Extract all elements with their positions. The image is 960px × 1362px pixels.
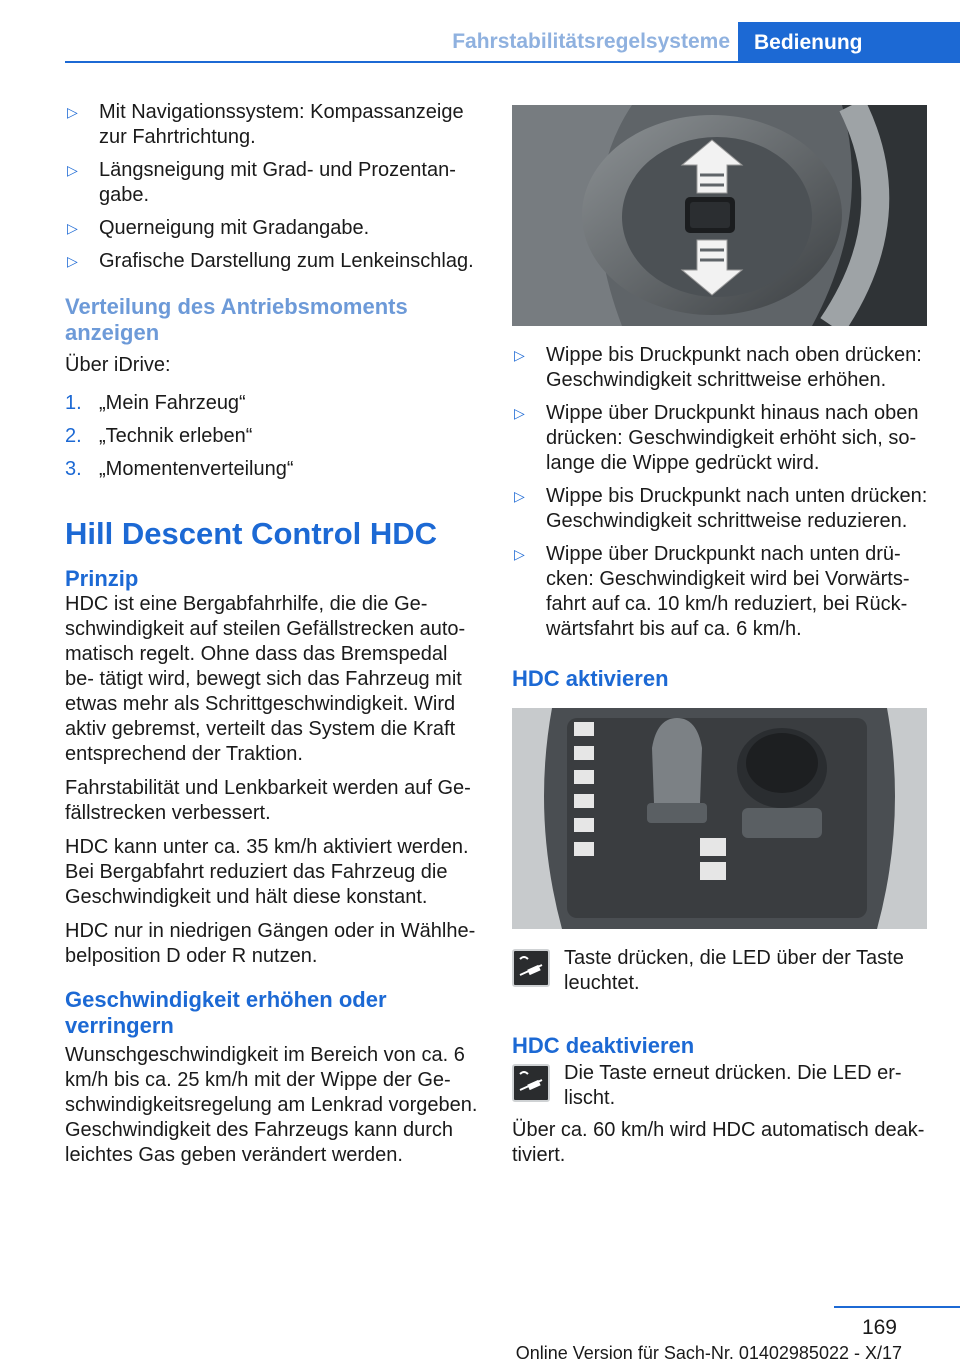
throttle-paragraph: Geschwindigkeit des Fahrzeugs kann durch leichtes Gas geben verändert werden.	[65, 1119, 453, 1166]
header-rule	[65, 61, 738, 63]
list-item: ▷ Wippe bis Druckpunkt nach oben drücken: Geschwindigkeit schrittweise erhöhen.	[514, 344, 922, 391]
activate-heading: HDC aktivieren	[512, 666, 669, 691]
steering-rocker-illustration	[512, 105, 927, 326]
page-number: 169	[861, 1316, 897, 1339]
hdc-button-icon	[512, 949, 550, 987]
gear-paragraph: HDC nur in niedrigen Gängen oder in Wählhe‐ belposition D oder R nutzen.	[65, 920, 476, 967]
triangle-bullet-icon: ▷	[514, 488, 525, 504]
idrive-steps	[65, 391, 480, 482]
center-console-image	[512, 708, 927, 929]
list-item: ▷ Wippe bis Druckpunkt nach unten drücken: Geschwindigkeit schrittweise reduzieren.	[514, 485, 928, 532]
list-item: ▷ Grafische Darstellung zum Lenkeinschlag.	[67, 250, 474, 272]
triangle-bullet-icon: ▷	[514, 405, 525, 421]
triangle-bullet-icon: ▷	[67, 104, 78, 120]
online-version-note: Online Version für Sach-Nr. 01402985022 - X/17	[515, 1343, 902, 1362]
idrive-intro: Über iDrive:	[65, 354, 171, 376]
display-bullet-list	[65, 100, 480, 274]
rocker-bullet-list	[512, 343, 930, 642]
list-item: ▷ Querneigung mit Gradangabe.	[67, 217, 370, 239]
list-item: ▷ Längsneigung mit Grad- und Prozentan‐ gabe.	[67, 159, 456, 206]
stability-paragraph: Fahrstabilität und Lenkbarkeit werden auf Ge‐ fällstrecken verbessert.	[65, 777, 471, 824]
triangle-bullet-icon: ▷	[514, 546, 525, 562]
deactivate-row	[512, 1061, 930, 1111]
hdc-title: Hill Descent Control HDC	[65, 516, 438, 551]
activate-row	[512, 946, 930, 996]
principle-paragraph: HDC ist eine Bergabfahrhilfe, die die Ge‐ schwindigkeit auf steilen Gefällstrecken auto‐ matisch regelt. Ohne dass das Bremspedal be‐ tätigt wird, bewegt sich das Fahrzeug mit etwas mehr als Schrittgeschwindigkeit. Wird aktiv gebremst, verteilt das System die Kraft entsprechend der Traktion.	[65, 593, 466, 765]
prinzip-heading: Prinzip	[65, 566, 139, 591]
triangle-bullet-icon: ▷	[67, 220, 78, 236]
steering-rocker-image	[512, 105, 927, 326]
right-column	[512, 105, 930, 1168]
left-column	[65, 100, 480, 1168]
activation-speed-paragraph: HDC kann unter ca. 35 km/h aktiviert werden. Bei Bergabfahrt reduziert das Fahrzeug die Geschwindigkeit und hält diese konstant.	[65, 836, 469, 908]
activate-text: Taste drücken, die LED über der Taste leuchtet.	[564, 947, 904, 994]
list-item: 1. „Mein Fahrzeug“	[65, 392, 246, 414]
list-item: ▷ Mit Navigationssystem: Kompassanzeige zur Fahrtrichtung.	[67, 101, 464, 148]
triangle-bullet-icon: ▷	[67, 253, 78, 269]
center-console-illustration	[512, 708, 927, 929]
hdc-button-icon	[512, 1064, 550, 1102]
triangle-bullet-icon: ▷	[67, 162, 78, 178]
triangle-bullet-icon: ▷	[514, 347, 525, 363]
torque-heading: Verteilung des Antriebsmoments anzeigen	[65, 294, 408, 345]
deactivate-heading: HDC deaktivieren	[512, 1033, 695, 1058]
list-item: ▷ Wippe über Druckpunkt nach unten drü‐ cken: Geschwindigkeit wird bei Vorwärts‐ fahrt auf ca. 10 km/h reduziert, bei Rück‐ wärtsfahrt bis auf ca. 6 km/h.	[514, 543, 910, 640]
list-item: ▷ Wippe über Druckpunkt hinaus nach oben drücken: Geschwindigkeit erhöht sich, so‐ lange die Wippe gedrückt wird.	[514, 402, 919, 474]
section-title: Fahrstabilitätsregelsysteme	[452, 30, 730, 53]
list-item: 2. „Technik erleben“	[65, 425, 253, 447]
speed-heading: Geschwindigkeit erhöhen oder verringern	[65, 987, 387, 1038]
chapter-tab: Bedienung	[738, 22, 960, 63]
footer-rule	[834, 1306, 960, 1308]
auto-deactivate-text: Über ca. 60 km/h wird HDC automatisch deak‐ tiviert.	[512, 1119, 925, 1166]
list-item: 3. „Momentenverteilung“	[65, 458, 294, 480]
speed-paragraph: Wunschgeschwindigkeit im Bereich von ca. 6 km/h bis ca. 25 km/h mit der Wippe der Ge‐ schwindigkeitsregelung am Lenkrad vorgeben.	[65, 1044, 478, 1116]
deactivate-text: Die Taste erneut drücken. Die LED er‐ lischt.	[564, 1062, 902, 1109]
